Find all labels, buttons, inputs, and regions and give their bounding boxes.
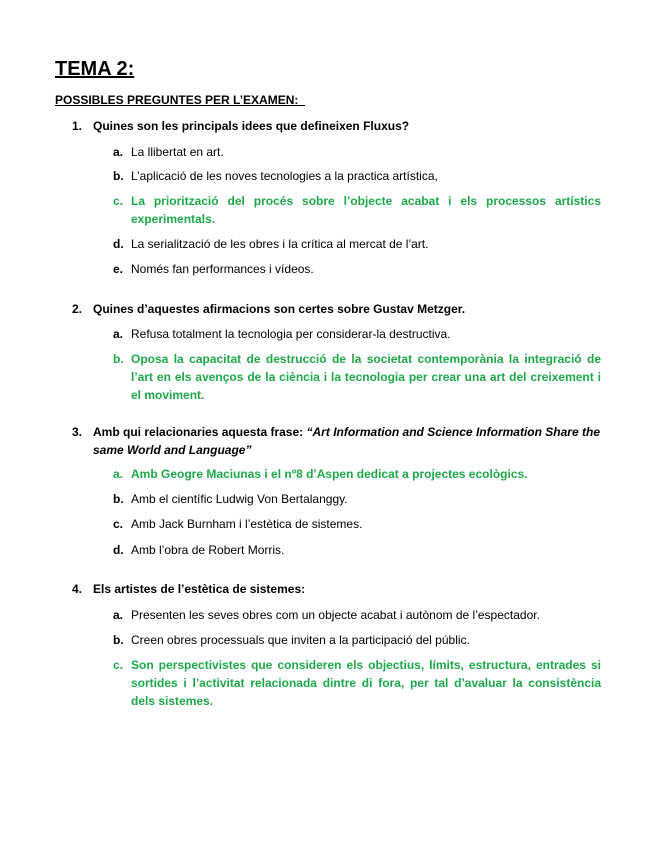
option-text: Amb l’obra de Robert Morris. bbox=[131, 543, 285, 557]
question-3-option-d bbox=[113, 541, 601, 559]
question-2-option-a bbox=[113, 325, 601, 343]
page-subtitle: POSSIBLES PREGUNTES PER L’EXAMEN: bbox=[55, 93, 306, 107]
option-text: La serialització de les obres i la crítica al mercat de l’art. bbox=[131, 237, 429, 251]
question-2 bbox=[72, 300, 600, 318]
question-4-option-b bbox=[113, 631, 601, 649]
option-text: Refusa totalment la tecnologia per considerar-la destructiva. bbox=[131, 327, 451, 341]
option-text: Oposa la capacitat de destrucció de la societat contemporània la integració de l’art en els avenços de la ciència i la tecnologia per crear una art del creixement i el moviment. bbox=[131, 352, 601, 402]
option-letter: e. bbox=[113, 262, 124, 276]
question-number: 4. bbox=[72, 582, 83, 596]
option-text: Amb Geogre Maciunas i el nº8 d’Aspen dedicat a projectes ecològics. bbox=[131, 467, 528, 481]
question-number: 1. bbox=[72, 119, 83, 133]
question-4-option-a bbox=[113, 606, 601, 624]
question-1-option-e bbox=[113, 260, 601, 278]
page-title: TEMA 2: bbox=[55, 58, 135, 80]
option-text: Amb Jack Burnham i l’estètica de sistemes. bbox=[131, 517, 363, 531]
question-text: Amb qui relacionaries aquesta frase: bbox=[93, 425, 307, 439]
option-text: Amb el científic Ludwig Von Bertalanggy. bbox=[131, 492, 348, 506]
question-text-wrapper bbox=[93, 423, 600, 459]
option-text: L’aplicació de les noves tecnologies a la practica artística, bbox=[131, 169, 438, 183]
question-text: Quines d’aquestes afirmacions son certes sobre Gustav Metzger. bbox=[93, 302, 466, 316]
option-letter: b. bbox=[113, 633, 124, 647]
question-number: 2. bbox=[72, 302, 83, 316]
question-2-option-b-correct bbox=[113, 350, 601, 404]
question-1-option-d bbox=[113, 235, 601, 253]
question-3-option-b bbox=[113, 490, 601, 508]
option-letter: a. bbox=[113, 327, 124, 341]
option-letter: b. bbox=[113, 169, 124, 183]
question-text: Quines son les principals idees que defineixen Fluxus? bbox=[93, 119, 410, 133]
question-1 bbox=[72, 117, 600, 135]
option-letter: a. bbox=[113, 608, 124, 622]
option-text: Només fan performances i vídeos. bbox=[131, 262, 314, 276]
question-quote: “Art Information and Science Information Share the same World and Language” bbox=[93, 425, 600, 457]
option-letter: c. bbox=[113, 658, 124, 672]
question-number: 3. bbox=[72, 425, 83, 439]
question-1-option-a bbox=[113, 143, 601, 161]
question-4-option-c-correct bbox=[113, 656, 601, 710]
question-3 bbox=[72, 423, 600, 459]
option-text: La llibertat en art. bbox=[131, 145, 224, 159]
question-1-option-b bbox=[113, 167, 601, 185]
question-text: Els artistes de l’estètica de sistemes: bbox=[93, 582, 306, 596]
option-text: La priorització del procés sobre l’objecte acabat i els processos artístics experimentals. bbox=[131, 194, 601, 226]
option-letter: c. bbox=[113, 194, 124, 208]
question-1-option-c-correct bbox=[113, 192, 601, 228]
option-letter: d. bbox=[113, 543, 124, 557]
option-letter: a. bbox=[113, 467, 124, 481]
question-3-option-c bbox=[113, 515, 601, 533]
option-letter: b. bbox=[113, 492, 124, 506]
option-letter: c. bbox=[113, 517, 124, 531]
option-letter: d. bbox=[113, 237, 124, 251]
option-letter: b. bbox=[113, 352, 124, 366]
question-3-option-a-correct bbox=[113, 465, 601, 483]
option-text: Son perspectivistes que consideren els objectius, límits, estructura, entrades si sortides i l’activitat relacionada dintre di fora, per tal d’avaluar la consistència dels sistemes. bbox=[131, 658, 601, 708]
option-letter: a. bbox=[113, 145, 124, 159]
option-text: Creen obres processuals que inviten a la participació del públic. bbox=[131, 633, 470, 647]
question-4 bbox=[72, 580, 600, 598]
option-text: Presenten les seves obres com un objecte acabat i autònom de l’espectador. bbox=[131, 608, 540, 622]
